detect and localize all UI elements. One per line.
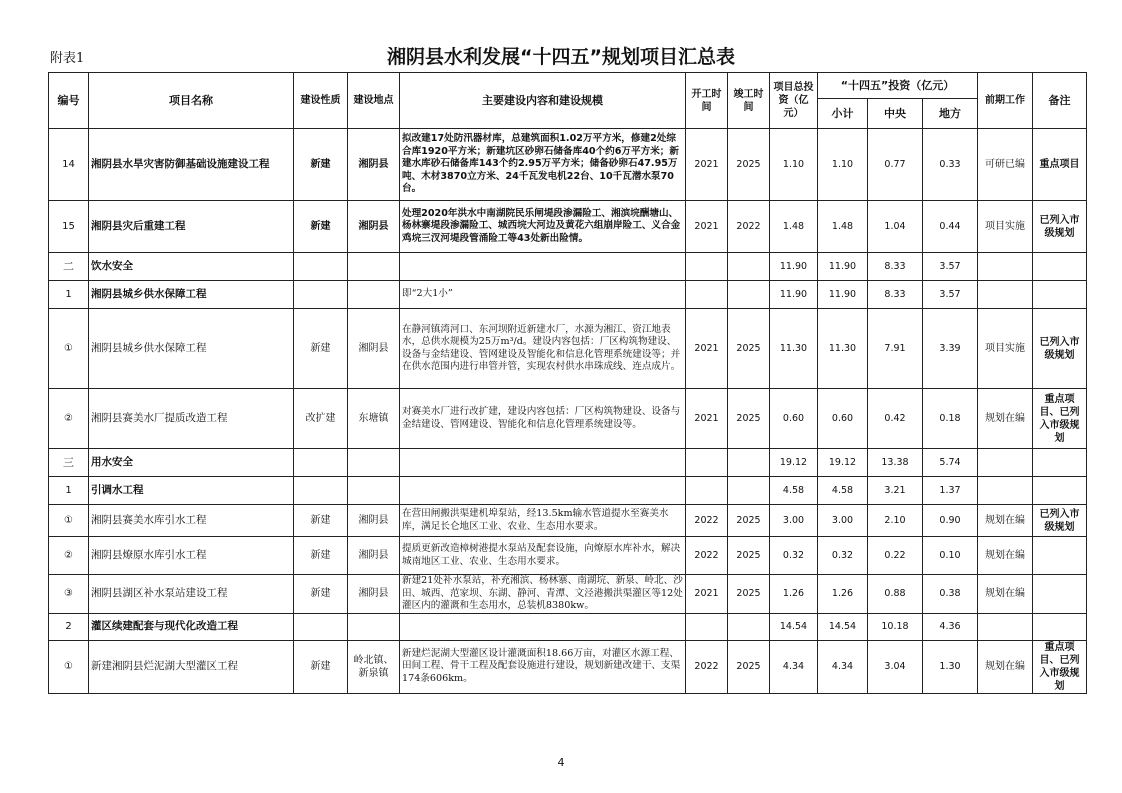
cell-total: 11.90 <box>770 281 818 309</box>
cell-name: 湘阴县赛美水厂提质改造工程 <box>89 389 294 449</box>
cell-no: ① <box>49 505 89 537</box>
cell-central: 2.10 <box>868 505 923 537</box>
cell-total: 4.34 <box>770 640 818 693</box>
cell-nature: 新建 <box>294 505 348 537</box>
cell-prework <box>978 253 1033 281</box>
cell-subtotal: 1.26 <box>818 575 868 614</box>
cell-nature: 改扩建 <box>294 389 348 449</box>
cell-subtotal: 4.58 <box>818 477 868 505</box>
cell-local: 3.57 <box>923 281 978 309</box>
cell-local: 5.74 <box>923 449 978 477</box>
cell-start: 2021 <box>686 575 728 614</box>
table-row <box>49 253 1087 281</box>
cell-central: 0.88 <box>868 575 923 614</box>
cell-central: 7.91 <box>868 309 923 389</box>
cell-location: 岭北镇、新泉镇 <box>348 640 400 693</box>
table-row <box>49 477 1087 505</box>
cell-central: 3.04 <box>868 640 923 693</box>
header-local: 地方 <box>923 99 978 129</box>
cell-remark <box>1033 537 1087 575</box>
cell-end <box>728 281 770 309</box>
cell-start: 2022 <box>686 537 728 575</box>
cell-prework: 规划在编 <box>978 505 1033 537</box>
page-title: 湘阴县水利发展“十四五”规划项目汇总表 <box>387 46 735 68</box>
cell-nature <box>294 281 348 309</box>
cell-start <box>686 477 728 505</box>
cell-location <box>348 253 400 281</box>
cell-no: ① <box>49 309 89 389</box>
header-content: 主要建设内容和建设规模 <box>400 73 686 129</box>
cell-content <box>400 253 686 281</box>
cell-total: 4.58 <box>770 477 818 505</box>
cell-location <box>348 281 400 309</box>
cell-remark: 已列入市级规划 <box>1033 505 1087 537</box>
cell-start <box>686 281 728 309</box>
table-row <box>49 309 1087 389</box>
cell-remark <box>1033 449 1087 477</box>
table-row <box>49 613 1087 640</box>
cell-nature: 新建 <box>294 201 348 253</box>
cell-start <box>686 253 728 281</box>
cell-remark: 已列入市级规划 <box>1033 309 1087 389</box>
cell-content: 处理2020年洪水中南湖院民乐闸堤段渗漏险工、湘滨垸酬塘山、杨林寨堤段渗漏险工、城西垸大河边及黄花六组崩岸险工、义合金鸡垸三汊河堤段管涌险工等43处新出险情。 <box>400 201 686 253</box>
header-location: 建设地点 <box>348 73 400 129</box>
cell-content: 即“2大1小” <box>400 281 686 309</box>
cell-content <box>400 449 686 477</box>
header-remark: 备注 <box>1033 73 1087 129</box>
cell-location: 湘阴县 <box>348 201 400 253</box>
table-row <box>49 537 1087 575</box>
cell-subtotal: 0.60 <box>818 389 868 449</box>
header-plan-group: “十四五”投资（亿元） <box>818 73 978 99</box>
header-total: 项目总投资（亿元） <box>770 73 818 129</box>
cell-total: 1.26 <box>770 575 818 614</box>
cell-subtotal: 19.12 <box>818 449 868 477</box>
cell-local: 0.38 <box>923 575 978 614</box>
cell-content <box>400 613 686 640</box>
cell-location: 湘阴县 <box>348 537 400 575</box>
cell-remark <box>1033 281 1087 309</box>
table-row <box>49 281 1087 309</box>
cell-total: 0.60 <box>770 389 818 449</box>
cell-end <box>728 477 770 505</box>
cell-name: 灌区续建配套与现代化改造工程 <box>89 613 294 640</box>
project-summary-table <box>48 72 1087 694</box>
cell-nature <box>294 613 348 640</box>
cell-content <box>400 477 686 505</box>
cell-nature: 新建 <box>294 640 348 693</box>
header-end: 竣工时间 <box>728 73 770 129</box>
cell-central: 0.22 <box>868 537 923 575</box>
cell-subtotal: 11.90 <box>818 281 868 309</box>
cell-total: 1.48 <box>770 201 818 253</box>
cell-nature: 新建 <box>294 575 348 614</box>
cell-prework <box>978 449 1033 477</box>
cell-end: 2025 <box>728 575 770 614</box>
cell-central: 10.18 <box>868 613 923 640</box>
cell-prework: 规划在编 <box>978 537 1033 575</box>
cell-start <box>686 613 728 640</box>
cell-local: 0.33 <box>923 129 978 201</box>
cell-central: 8.33 <box>868 253 923 281</box>
cell-local: 1.30 <box>923 640 978 693</box>
cell-total: 14.54 <box>770 613 818 640</box>
cell-prework: 项目实施 <box>978 309 1033 389</box>
cell-end: 2022 <box>728 201 770 253</box>
cell-name: 饮水安全 <box>89 253 294 281</box>
cell-content: 拟改建17处防汛器材库，总建筑面积1.02万平方米，修建2处综合库1920平方米；新建坑区砂卵石储备库40个约6万平方米；新建水库砂石储备库143个约2.95万平方米；储备砂卵石47.95万吨、木材3870立方米、24千瓦发电机22台、10千瓦潜水泵70台。 <box>400 129 686 201</box>
cell-end <box>728 613 770 640</box>
cell-name: 湘阴县水旱灾害防御基础设施建设工程 <box>89 129 294 201</box>
cell-local: 4.36 <box>923 613 978 640</box>
header-start: 开工时间 <box>686 73 728 129</box>
cell-local: 0.90 <box>923 505 978 537</box>
cell-start: 2022 <box>686 640 728 693</box>
cell-location: 湘阴县 <box>348 575 400 614</box>
cell-start: 2021 <box>686 309 728 389</box>
cell-no: 1 <box>49 281 89 309</box>
cell-content: 新建21处补水泵站，补充湘滨、杨林寨、南湖垸、新泉、岭北、沙田、城西、范家坝、东湖、静河、青潭、文泾港搬洪渠灌区等12处灌区内的灌溉和生态用水，总装机8380kw。 <box>400 575 686 614</box>
cell-end: 2025 <box>728 537 770 575</box>
cell-total: 3.00 <box>770 505 818 537</box>
cell-central: 3.21 <box>868 477 923 505</box>
cell-start: 2021 <box>686 201 728 253</box>
cell-start: 2021 <box>686 129 728 201</box>
cell-local: 3.57 <box>923 253 978 281</box>
table-row <box>49 389 1087 449</box>
cell-location <box>348 449 400 477</box>
cell-end: 2025 <box>728 129 770 201</box>
cell-subtotal: 1.10 <box>818 129 868 201</box>
cell-remark: 重点项目 <box>1033 129 1087 201</box>
cell-subtotal: 4.34 <box>818 640 868 693</box>
cell-name: 湘阴县赛美水库引水工程 <box>89 505 294 537</box>
cell-remark <box>1033 253 1087 281</box>
cell-end <box>728 449 770 477</box>
cell-start <box>686 449 728 477</box>
cell-name: 引调水工程 <box>89 477 294 505</box>
header-subtotal: 小计 <box>818 99 868 129</box>
cell-prework <box>978 477 1033 505</box>
cell-end: 2025 <box>728 505 770 537</box>
cell-central: 13.38 <box>868 449 923 477</box>
cell-no: 14 <box>49 129 89 201</box>
cell-location: 东塘镇 <box>348 389 400 449</box>
cell-subtotal: 11.30 <box>818 309 868 389</box>
cell-remark <box>1033 613 1087 640</box>
cell-prework: 规划在编 <box>978 575 1033 614</box>
cell-location: 湘阴县 <box>348 309 400 389</box>
cell-prework <box>978 613 1033 640</box>
annex-label: 附表1 <box>50 51 85 66</box>
cell-prework: 可研已编 <box>978 129 1033 201</box>
cell-total: 19.12 <box>770 449 818 477</box>
cell-local: 1.37 <box>923 477 978 505</box>
cell-location <box>348 613 400 640</box>
cell-remark <box>1033 575 1087 614</box>
table-row <box>49 201 1087 253</box>
cell-remark: 已列入市级规划 <box>1033 201 1087 253</box>
cell-prework: 项目实施 <box>978 201 1033 253</box>
table-row <box>49 505 1087 537</box>
cell-start: 2022 <box>686 505 728 537</box>
cell-end: 2025 <box>728 389 770 449</box>
cell-subtotal: 1.48 <box>818 201 868 253</box>
cell-end: 2025 <box>728 640 770 693</box>
cell-central: 8.33 <box>868 281 923 309</box>
cell-no: ② <box>49 537 89 575</box>
cell-total: 11.30 <box>770 309 818 389</box>
cell-central: 0.42 <box>868 389 923 449</box>
header-central: 中央 <box>868 99 923 129</box>
cell-start: 2021 <box>686 389 728 449</box>
table-row <box>49 575 1087 614</box>
cell-no: ① <box>49 640 89 693</box>
cell-name: 用水安全 <box>89 449 294 477</box>
table-row <box>49 640 1087 693</box>
cell-prework: 规划在编 <box>978 389 1033 449</box>
cell-local: 0.44 <box>923 201 978 253</box>
table-row <box>49 129 1087 201</box>
cell-local: 0.18 <box>923 389 978 449</box>
cell-subtotal: 3.00 <box>818 505 868 537</box>
cell-end: 2025 <box>728 309 770 389</box>
cell-location: 湘阴县 <box>348 129 400 201</box>
header-nature: 建设性质 <box>294 73 348 129</box>
cell-content: 对赛美水厂进行改扩建，建设内容包括：厂区构筑物建设、设备与金结建设、管网建设、智能化和信息化管理系统建设等。 <box>400 389 686 449</box>
cell-total: 1.10 <box>770 129 818 201</box>
cell-remark: 重点项目、已列入市级规划 <box>1033 640 1087 693</box>
cell-no: 三 <box>49 449 89 477</box>
cell-subtotal: 0.32 <box>818 537 868 575</box>
table-row <box>49 449 1087 477</box>
cell-no: ② <box>49 389 89 449</box>
cell-name: 新建湘阴县烂泥湖大型灌区工程 <box>89 640 294 693</box>
cell-nature <box>294 449 348 477</box>
cell-end <box>728 253 770 281</box>
cell-central: 0.77 <box>868 129 923 201</box>
cell-name: 湘阴县城乡供水保障工程 <box>89 309 294 389</box>
cell-prework: 规划在编 <box>978 640 1033 693</box>
cell-name: 湘阴县湖区补水泵站建设工程 <box>89 575 294 614</box>
cell-name: 湘阴县灾后重建工程 <box>89 201 294 253</box>
cell-no: 2 <box>49 613 89 640</box>
header-prework: 前期工作 <box>978 73 1033 129</box>
cell-no: 15 <box>49 201 89 253</box>
cell-nature: 新建 <box>294 309 348 389</box>
cell-no: 二 <box>49 253 89 281</box>
cell-total: 0.32 <box>770 537 818 575</box>
cell-total: 11.90 <box>770 253 818 281</box>
cell-content: 提质更新改造樟树港提水泵站及配套设施，向燎原水库补水，解决城南地区工业、农业、生态用水要求。 <box>400 537 686 575</box>
cell-nature <box>294 477 348 505</box>
cell-name: 湘阴县燎原水库引水工程 <box>89 537 294 575</box>
cell-central: 1.04 <box>868 201 923 253</box>
cell-prework <box>978 281 1033 309</box>
cell-content: 在静河镇湾河口、东河坝附近新建水厂，水源为湘江、资江地表水，总供水规模为25万m³/d。建设内容包括：厂区构筑物建设、设备与金结建设、管网建设及智能化和信息化管理系统建设等；并在供水范围内进行串管并管，实现农村供水串珠成线、连点成片。 <box>400 309 686 389</box>
cell-local: 0.10 <box>923 537 978 575</box>
cell-location <box>348 477 400 505</box>
cell-content: 新建烂泥湖大型灌区设计灌溉面积18.66万亩，对灌区水源工程、田间工程、骨干工程及配套设施进行建设，规划新建改建干、支渠174条606km。 <box>400 640 686 693</box>
header-no: 编号 <box>49 73 89 129</box>
header-name: 项目名称 <box>89 73 294 129</box>
cell-remark: 重点项目、已列入市级规划 <box>1033 389 1087 449</box>
cell-local: 3.39 <box>923 309 978 389</box>
page-number: 4 <box>557 756 565 769</box>
cell-no: ③ <box>49 575 89 614</box>
cell-content: 在营田闸搬洪渠建机埠泵站，经13.5km输水管道提水至赛美水库，满足长仑地区工业、农业、生态用水要求。 <box>400 505 686 537</box>
cell-location: 湘阴县 <box>348 505 400 537</box>
cell-remark <box>1033 477 1087 505</box>
cell-subtotal: 14.54 <box>818 613 868 640</box>
cell-nature: 新建 <box>294 129 348 201</box>
cell-name: 湘阴县城乡供水保障工程 <box>89 281 294 309</box>
cell-nature: 新建 <box>294 537 348 575</box>
cell-subtotal: 11.90 <box>818 253 868 281</box>
cell-no: 1 <box>49 477 89 505</box>
cell-nature <box>294 253 348 281</box>
